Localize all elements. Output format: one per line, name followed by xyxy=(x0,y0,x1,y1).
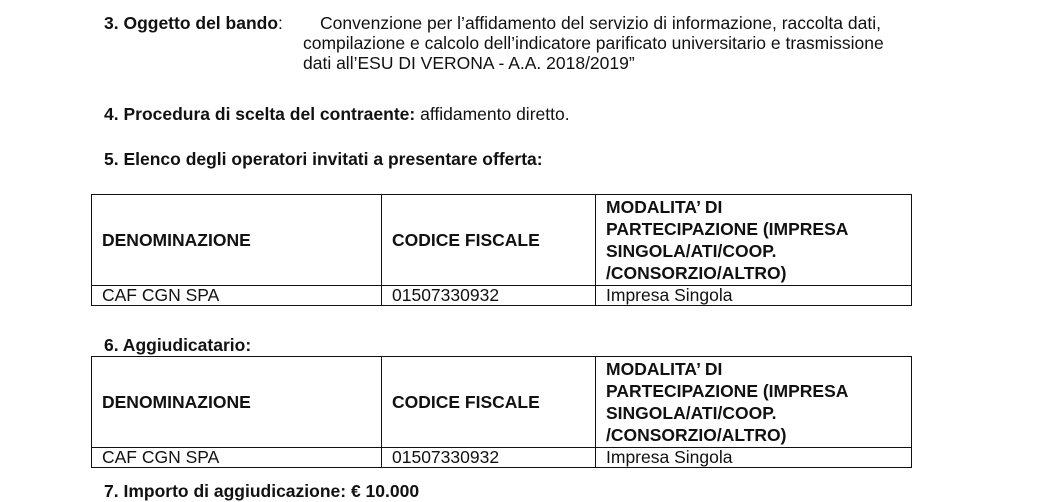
header-modalita-line: PARTECIPAZIONE (IMPRESA xyxy=(606,381,849,401)
section-7-label: 7. Importo di aggiudicazione: € 10.000 xyxy=(104,481,420,501)
section-7-partial xyxy=(104,481,484,502)
header-codice-fiscale: CODICE FISCALE xyxy=(382,195,596,286)
header-modalita-line: MODALITA’ DI xyxy=(606,197,723,217)
section-3-text xyxy=(303,13,963,73)
header-modalita xyxy=(596,195,912,286)
section-3-heading xyxy=(104,13,283,33)
header-modalita-line: SINGOLA/ATI/COOP. xyxy=(606,241,777,261)
section-4-value: affidamento diretto. xyxy=(415,104,570,124)
section-3-label: 3. Oggetto del bando xyxy=(104,13,279,33)
cell-codice-fiscale: 01507330932 xyxy=(382,448,596,468)
header-denominazione: DENOMINAZIONE xyxy=(92,357,382,448)
header-modalita xyxy=(596,357,912,448)
section-3-line-3: dati all’ESU DI VERONA - A.A. 2018/2019” xyxy=(303,53,635,73)
winner-table xyxy=(91,356,912,468)
table-row xyxy=(92,448,912,468)
table-header-row xyxy=(92,195,912,286)
section-6-label: 6. Aggiudicatario: xyxy=(104,335,252,355)
section-3-line-1: Convenzione per l’affidamento del servizio di informazione, raccolta dati, xyxy=(320,13,881,33)
header-modalita-line: /CONSORZIO/ALTRO) xyxy=(606,425,787,445)
header-modalita-line: SINGOLA/ATI/COOP. xyxy=(606,403,777,423)
header-denominazione: DENOMINAZIONE xyxy=(92,195,382,286)
header-modalita-line: PARTECIPAZIONE (IMPRESA xyxy=(606,219,849,239)
section-4 xyxy=(104,104,570,124)
section-3-separator: : xyxy=(278,13,283,33)
cell-modalita: Impresa Singola xyxy=(596,448,912,468)
cell-denominazione: CAF CGN SPA xyxy=(92,286,382,306)
cell-denominazione: CAF CGN SPA xyxy=(92,448,382,468)
header-modalita-line: MODALITA’ DI xyxy=(606,359,723,379)
cell-codice-fiscale: 01507330932 xyxy=(382,286,596,306)
table-header-row xyxy=(92,357,912,448)
header-codice-fiscale: CODICE FISCALE xyxy=(382,357,596,448)
table-row xyxy=(92,286,912,306)
cell-modalita: Impresa Singola xyxy=(596,286,912,306)
operators-table xyxy=(91,194,912,306)
section-5-label: 5. Elenco degli operatori invitati a presentare offerta: xyxy=(104,149,543,169)
section-3-line-2: compilazione e calcolo dell’indicatore parificato universitario e trasmissione xyxy=(303,33,884,53)
section-4-label: 4. Procedura di scelta del contraente: xyxy=(104,104,416,124)
header-modalita-line: /CONSORZIO/ALTRO) xyxy=(606,263,787,283)
